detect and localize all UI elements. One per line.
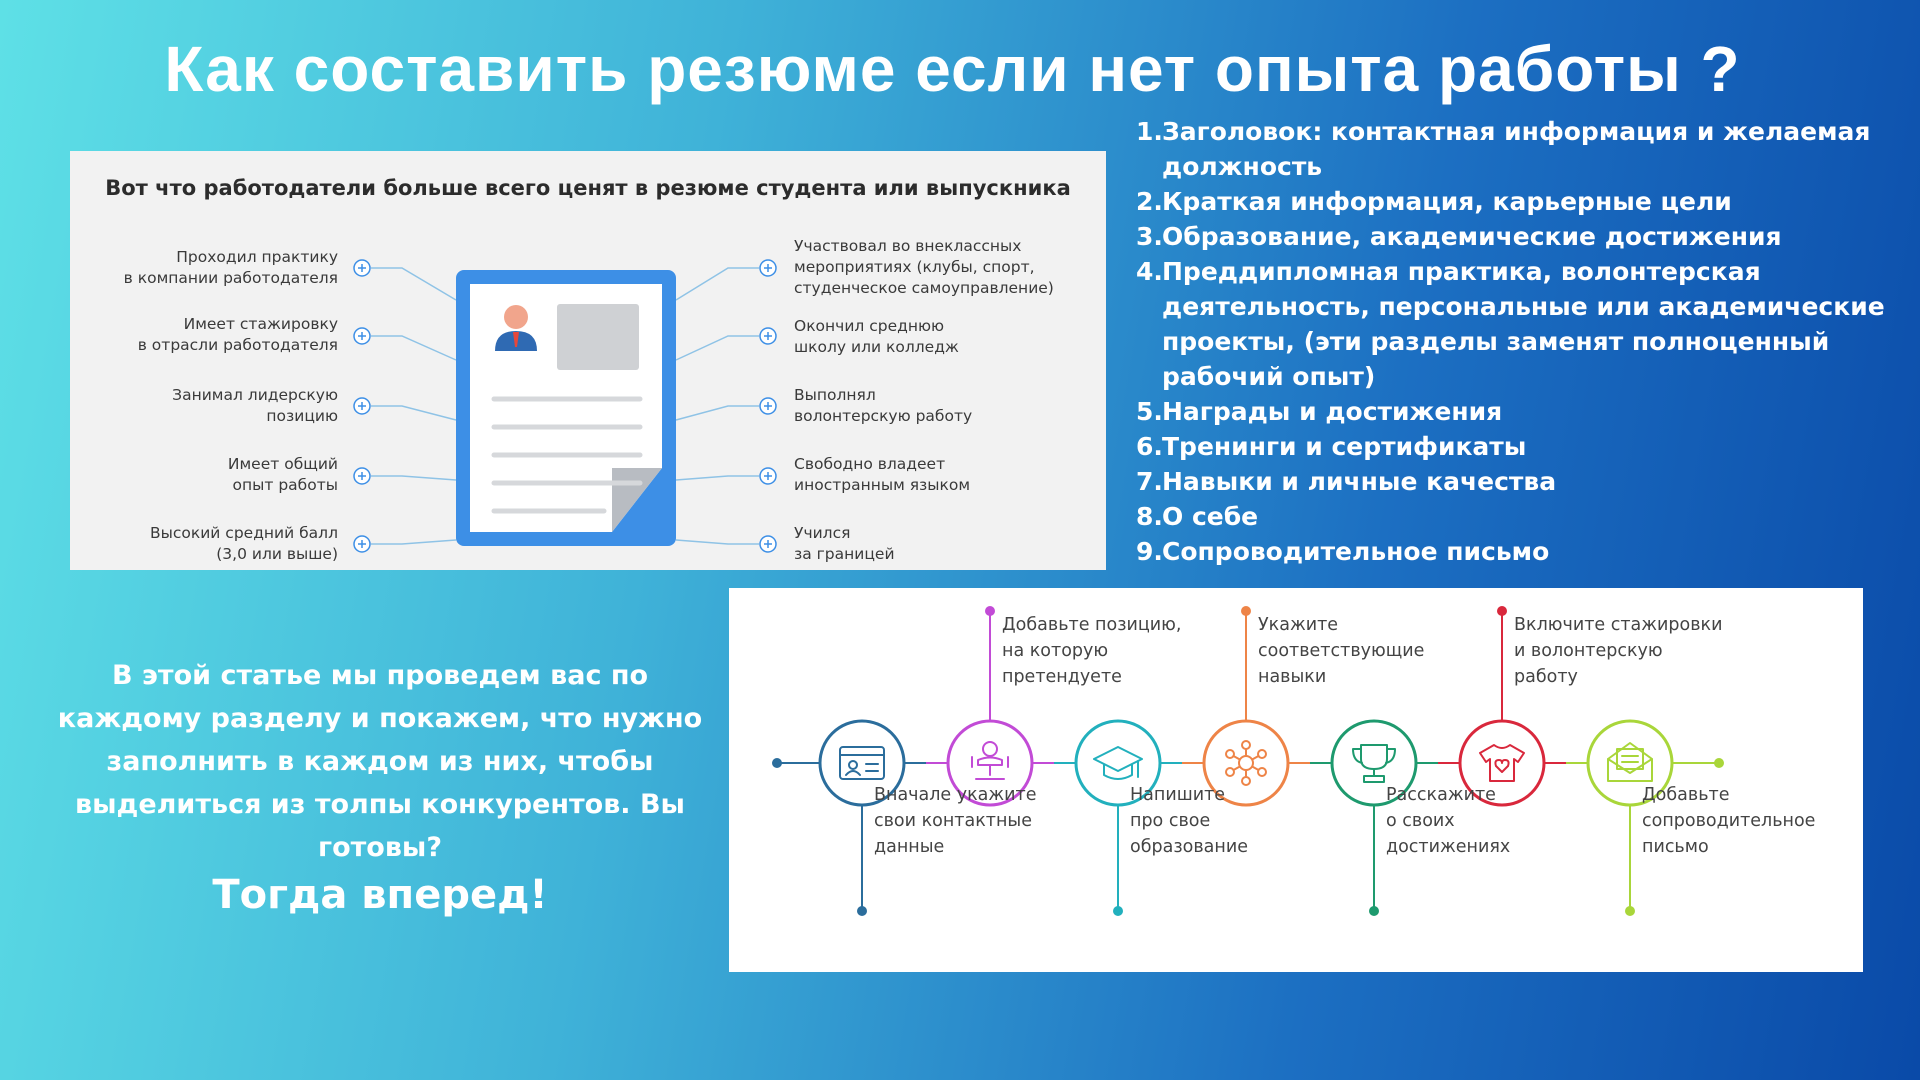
connector-line xyxy=(676,540,759,544)
list-item-number: 6. xyxy=(1136,432,1163,461)
call-to-action: Тогда вперед! xyxy=(212,872,548,918)
list-item xyxy=(1136,394,1916,429)
list-item xyxy=(1136,114,1916,184)
list-item-number: 7. xyxy=(1136,467,1163,496)
step-label: Расскажите о своих достижениях xyxy=(1386,785,1511,857)
list-item-number: 1. xyxy=(1136,117,1163,146)
connector-line xyxy=(371,336,456,360)
step-label: Добавьте сопроводительное письмо xyxy=(1642,785,1816,857)
step-stem-dot xyxy=(1113,906,1123,916)
step-stem-dot xyxy=(1369,906,1379,916)
timeline-end-dot xyxy=(1714,758,1724,768)
list-item-text: Сопроводительное письмо xyxy=(1162,537,1550,566)
value-label-left: Имеет общий опыт работы xyxy=(227,455,338,494)
list-item xyxy=(1136,429,1916,464)
list-item-text: Образование, академические достижения xyxy=(1162,222,1782,251)
value-label-left: Занимал лидерскую позицию xyxy=(172,386,338,425)
list-item-number: 9. xyxy=(1136,537,1163,566)
intro-text: В этой статье мы проведем вас по каждому разделу и покажем, что нужно заполнить в каждом из них, чтобы выделиться из толпы конкурентов. Вы готовы? xyxy=(57,660,703,863)
list-item xyxy=(1136,219,1916,254)
list-item-number: 3. xyxy=(1136,222,1163,251)
connector-line xyxy=(676,268,759,300)
list-item xyxy=(1136,534,1916,569)
list-item-text: Преддипломная практика, волонтерская деятельность, персональные или академические проекты, (эти разделы заменят полноценный рабочий опыт) xyxy=(1162,257,1885,391)
connector-line xyxy=(676,336,759,360)
step-stem-dot xyxy=(857,906,867,916)
value-label-left: Проходил практику в компании работодателя xyxy=(123,248,338,287)
resume-sections-list xyxy=(1136,114,1916,569)
value-label-right: Выполнял волонтерскую работу xyxy=(794,386,973,425)
connector-line xyxy=(371,406,456,420)
step-label: Добавьте позицию, на которую претендуете xyxy=(1002,615,1182,687)
step-stem-dot xyxy=(1241,606,1251,616)
connector-line xyxy=(371,268,456,300)
resume-diagram xyxy=(70,151,1106,570)
value-label-right: Учился за границей xyxy=(794,524,895,563)
value-label-right: Участвовал во внеклассных мероприятиях (клубы, спорт, студенческое самоуправление) xyxy=(794,237,1054,297)
connector-line xyxy=(371,476,456,480)
connector-line xyxy=(676,406,759,420)
list-item xyxy=(1136,464,1916,499)
step-label: Включите стажировки и волонтерскую работу xyxy=(1514,615,1723,687)
list-item-number: 2. xyxy=(1136,187,1163,216)
list-item-text: О себе xyxy=(1162,502,1259,531)
value-label-left: Высокий средний балл (3,0 или выше) xyxy=(149,524,338,563)
resume-steps-panel xyxy=(729,588,1863,972)
list-item-number: 8. xyxy=(1136,502,1163,531)
list-item-number: 4. xyxy=(1136,257,1163,286)
list-item-text: Заголовок: контактная информация и желаемая должность xyxy=(1162,117,1871,181)
list-item xyxy=(1136,254,1916,394)
panel-heading: Вот что работодатели больше всего ценят в резюме студента или выпускника xyxy=(105,176,1071,200)
connector-line xyxy=(676,476,759,480)
list-item-text: Навыки и личные качества xyxy=(1162,467,1557,496)
employer-values-panel xyxy=(70,151,1106,570)
step-label: Напишите про свое образование xyxy=(1130,785,1248,857)
connector-line xyxy=(371,540,456,544)
list-item-text: Краткая информация, карьерные цели xyxy=(1162,187,1732,216)
list-item xyxy=(1136,499,1916,534)
step-stem-dot xyxy=(1625,906,1635,916)
list-item-number: 5. xyxy=(1136,397,1163,426)
list-item-text: Награды и достижения xyxy=(1162,397,1503,426)
step-stem-dot xyxy=(985,606,995,616)
step-label: Укажите соответствующие навыки xyxy=(1258,615,1425,687)
value-label-right: Свободно владеет иностранным языком xyxy=(794,455,971,494)
page-title: Как составить резюме если нет опыта работы ? xyxy=(164,33,1741,105)
step-label: Вначале укажите свои контактные данные xyxy=(874,785,1037,857)
value-label-left: Имеет стажировку в отрасли работодателя xyxy=(137,315,338,354)
list-item-text: Тренинги и сертификаты xyxy=(1162,432,1527,461)
avatar-head xyxy=(504,305,528,329)
photo-placeholder xyxy=(557,304,639,370)
value-label-right: Окончил среднюю школу или колледж xyxy=(794,317,959,356)
step-stem-dot xyxy=(1497,606,1507,616)
list-item xyxy=(1136,184,1916,219)
